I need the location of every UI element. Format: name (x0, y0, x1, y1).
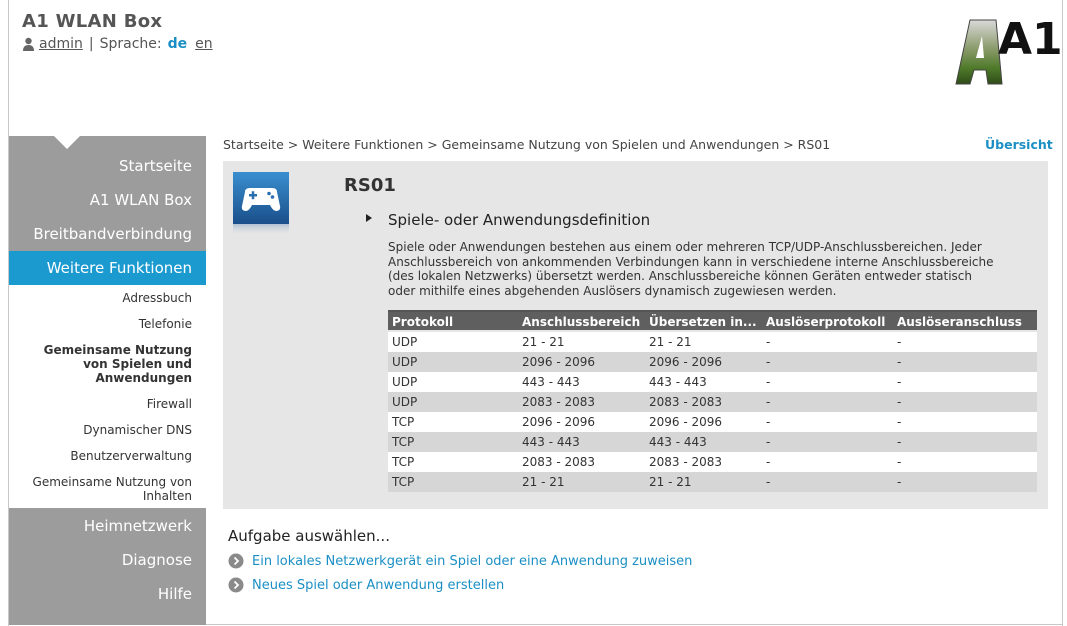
sidebar-submenu (9, 285, 206, 508)
submenu-item-telefonie[interactable]: Telefonie (138, 317, 192, 331)
description-line: Spiele oder Anwendungen bestehen aus einem oder mehreren TCP/UDP-Anschlussbereichen. Jeder (388, 240, 982, 254)
sidebar-item-a1-wlan-box[interactable]: A1 WLAN Box (89, 191, 192, 209)
submenu-label-line: Inhalten (142, 489, 192, 503)
submenu-item-adressbuch[interactable]: Adressbuch (122, 291, 192, 305)
table-cell: UDP (392, 395, 418, 409)
table-cell: TCP (392, 415, 415, 429)
language-label: Sprache: (99, 36, 162, 52)
table-cell: 2083 - 2083 (649, 395, 723, 409)
table-cell: - (897, 355, 902, 369)
table-header-protokoll: Protokoll (392, 315, 454, 329)
a1-logo (948, 8, 1063, 90)
table-row (388, 472, 1037, 492)
language-de[interactable]: de (167, 36, 188, 52)
table-row (388, 372, 1037, 392)
description (388, 240, 1038, 298)
user-link[interactable]: admin (39, 36, 83, 52)
table-cell: - (897, 475, 902, 489)
description-line: Anschlussbereich von ankommenden Verbindungen kann in verschiedene interne Anschlussbereiche (388, 254, 994, 269)
gamepad-icon (233, 172, 289, 236)
table-header-uebersetzen: Übersetzen in... (649, 315, 757, 329)
table-cell: - (766, 375, 771, 389)
table-header-ausloeserprotokoll: Auslöserprotokoll (766, 315, 886, 329)
submenu-item-spiele-anwendungen[interactable] (44, 343, 192, 385)
table-cell: 21 - 21 (522, 475, 565, 489)
logo-text: A1 (998, 14, 1063, 65)
table-row (388, 452, 1037, 472)
table-cell: 443 - 443 (522, 375, 580, 389)
table-cell: 2096 - 2096 (649, 355, 723, 369)
table-cell: 443 - 443 (522, 435, 580, 449)
table-cell: 443 - 443 (649, 375, 707, 389)
task-section-title: Aufgabe auswählen... (228, 527, 390, 545)
task-label[interactable]: Ein lokales Netzwerkgerät ein Spiel oder eine Anwendung zuweisen (252, 553, 693, 569)
table-cell: 2096 - 2096 (522, 415, 596, 429)
table-cell: - (766, 415, 771, 429)
table-cell: 2083 - 2083 (522, 455, 596, 469)
submenu-item-benutzerverwaltung[interactable]: Benutzerverwaltung (70, 449, 192, 463)
table-row (388, 432, 1037, 452)
table-cell: - (897, 395, 902, 409)
table-cell: - (897, 375, 902, 389)
sidebar-item-heimnetzwerk[interactable]: Heimnetzwerk (83, 517, 192, 535)
table-row (388, 332, 1037, 352)
task-assign-device[interactable] (228, 553, 692, 569)
table-cell: - (766, 475, 771, 489)
sidebar-item-weitere-funktionen[interactable]: Weitere Funktionen (9, 251, 206, 285)
submenu-item-dynamischer-dns[interactable]: Dynamischer DNS (83, 423, 192, 437)
header-separator: | (88, 36, 94, 52)
table-cell: - (766, 435, 771, 449)
table-cell: UDP (392, 335, 418, 349)
table-header-ausloeseranschluss: Auslöseranschluss (897, 315, 1022, 329)
sidebar (9, 136, 206, 625)
table-row (388, 352, 1037, 372)
table-cell: - (897, 415, 902, 429)
table-cell: 2096 - 2096 (522, 355, 596, 369)
table-cell: TCP (392, 455, 415, 469)
description-line: oder mithilfe eines abgehenden Auslösers dynamisch zugewiesen werden. (388, 283, 837, 298)
table-cell: TCP (392, 475, 415, 489)
submenu-label-line: Gemeinsame Nutzung (43, 343, 192, 357)
sidebar-notch (54, 136, 80, 149)
sidebar-item-hilfe[interactable]: Hilfe (157, 585, 192, 603)
overview-link[interactable]: Übersicht (985, 137, 1053, 152)
table-cell: - (897, 435, 902, 449)
table-cell: - (766, 335, 771, 349)
chevron-right-icon (228, 553, 244, 569)
sidebar-item-diagnose[interactable]: Diagnose (121, 551, 192, 569)
table-cell: 21 - 21 (522, 335, 565, 349)
user-icon (22, 37, 35, 51)
submenu-item-firewall[interactable]: Firewall (146, 397, 192, 411)
section-title: Spiele- oder Anwendungsdefinition (388, 211, 651, 229)
breadcrumb[interactable]: Startseite > Weitere Funktionen > Gemeinsame Nutzung von Spielen und Anwendungen > RS01 (223, 137, 831, 152)
table-cell: - (897, 455, 902, 469)
table-cell: - (897, 335, 902, 349)
table-cell: 443 - 443 (649, 435, 707, 449)
table-cell: 2083 - 2083 (522, 395, 596, 409)
chevron-right-icon (228, 577, 244, 593)
sidebar-item-breitbandverbindung[interactable]: Breitbandverbindung (33, 225, 192, 243)
table-cell: TCP (392, 435, 415, 449)
submenu-label-line: Anwendungen (95, 371, 192, 385)
table-cell: 21 - 21 (649, 335, 692, 349)
table-cell: - (766, 395, 771, 409)
description-line: (des lokalen Netzwerks) übersetzt werden. Anschlussbereiche können Geräten entweder statisch (388, 269, 972, 283)
language-en[interactable]: en (195, 36, 213, 52)
table-cell: - (766, 355, 771, 369)
table-cell: 21 - 21 (649, 475, 692, 489)
app-title: A1 WLAN Box (22, 11, 163, 32)
table-header-anschlussbereich: Anschlussbereich (522, 315, 641, 329)
table-cell: UDP (392, 375, 418, 389)
submenu-item-inhalte[interactable] (33, 475, 192, 503)
table-row (388, 392, 1037, 412)
task-create-new[interactable] (228, 577, 504, 593)
sidebar-item-startseite[interactable]: Startseite (119, 157, 192, 175)
table-cell: - (766, 455, 771, 469)
submenu-label-line: Gemeinsame Nutzung von (32, 475, 192, 489)
task-label[interactable]: Neues Spiel oder Anwendung erstellen (252, 577, 505, 593)
table-row (388, 412, 1037, 432)
page-title: RS01 (344, 175, 396, 196)
table-cell: UDP (392, 355, 418, 369)
submenu-label-line: von Spielen und (83, 357, 192, 371)
header-user-bar (22, 36, 213, 52)
table-cell: 2083 - 2083 (649, 455, 723, 469)
table-cell: 2096 - 2096 (649, 415, 723, 429)
section-arrow-icon (366, 214, 372, 222)
